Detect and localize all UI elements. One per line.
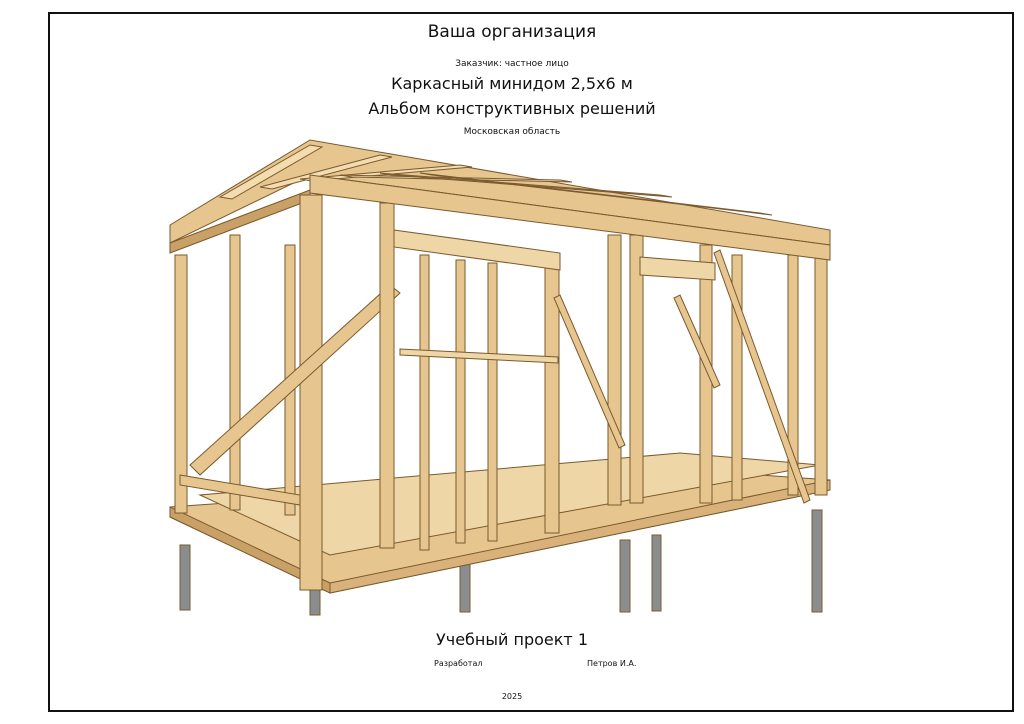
pile <box>460 560 470 612</box>
organization-name: Ваша организация <box>427 22 597 42</box>
door-header <box>394 230 560 270</box>
frame-house-illustration <box>160 135 850 620</box>
study-project-title: Учебный проект 1 <box>436 630 588 649</box>
pile <box>652 535 661 611</box>
project-title: Каркасный минидом 2,5х6 м <box>391 74 633 93</box>
developed-by-label: Разработал <box>434 659 483 668</box>
album-title: Альбом конструктивных решений <box>368 99 656 118</box>
pile <box>620 540 630 612</box>
year: 2025 <box>501 692 523 701</box>
corner-post <box>815 255 827 495</box>
region-line: Московская область <box>463 127 561 137</box>
roof-frame <box>170 140 830 245</box>
developer-name: Петров И.А. <box>587 659 637 668</box>
pile <box>812 510 822 612</box>
client-line: Заказчик: частное лицо <box>455 59 569 69</box>
corner-post <box>300 195 322 590</box>
pile <box>180 545 190 610</box>
